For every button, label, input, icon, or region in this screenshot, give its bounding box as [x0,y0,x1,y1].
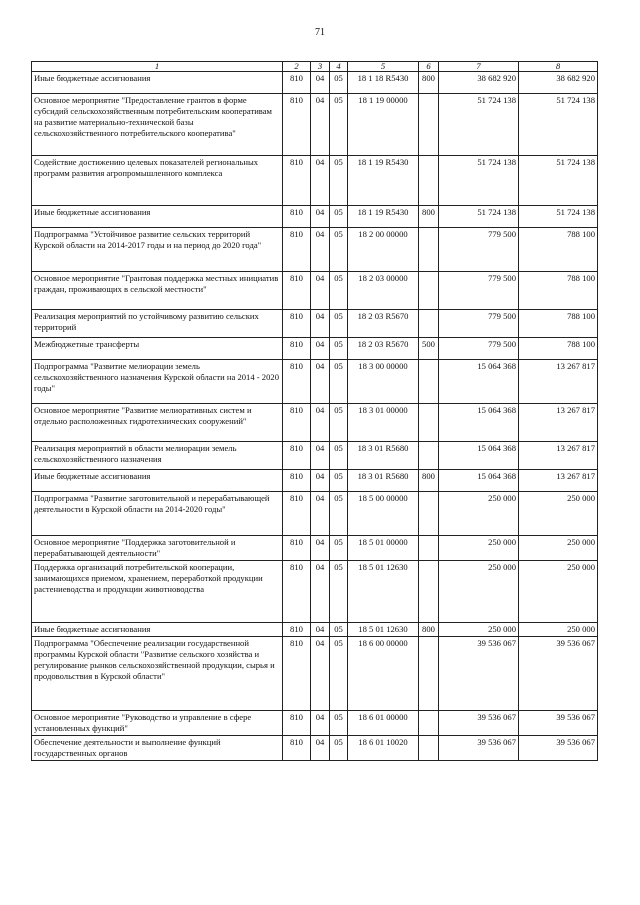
expense-type-cell [419,736,439,761]
code-cell: 810 [283,561,311,623]
target-article-cell: 18 5 01 00000 [348,536,419,561]
expense-type-cell: 800 [419,623,439,637]
amount-2020-cell: 39 536 067 [519,711,598,736]
amount-2019-cell: 38 682 920 [439,72,519,94]
code-cell: 810 [283,637,311,711]
subsection-cell: 05 [330,442,348,470]
section-cell: 04 [311,404,330,442]
target-article-cell: 18 2 03 R5670 [348,310,419,338]
subsection-cell: 05 [330,736,348,761]
target-article-cell: 18 5 01 12630 [348,561,419,623]
subsection-cell: 05 [330,72,348,94]
expense-type-cell [419,360,439,404]
row-name-cell: Подпрограмма "Развитие мелиорации земель сельскохозяйственного назначения Курской области на 2014 - 2020 годы" [32,360,283,404]
section-cell: 04 [311,272,330,310]
table-header-row [32,62,598,72]
target-article-cell: 18 3 01 00000 [348,404,419,442]
row-name-cell: Обеспечение деятельности и выполнение функций государственных органов [32,736,283,761]
column-header: 6 [419,62,439,72]
target-article-cell: 18 6 01 00000 [348,711,419,736]
section-cell: 04 [311,623,330,637]
table-row [32,156,598,206]
table-row [32,623,598,637]
row-name-cell: Иные бюджетные ассигнования [32,206,283,228]
table-row [32,492,598,536]
column-header: 2 [283,62,311,72]
section-cell: 04 [311,94,330,156]
row-name-cell: Иные бюджетные ассигнования [32,623,283,637]
expense-type-cell [419,94,439,156]
column-header: 3 [311,62,330,72]
amount-2019-cell: 51 724 138 [439,206,519,228]
budget-table [31,61,598,761]
amount-2020-cell: 51 724 138 [519,156,598,206]
subsection-cell: 05 [330,338,348,360]
page-number: 71 [315,27,325,38]
target-article-cell: 18 1 19 00000 [348,94,419,156]
code-cell: 810 [283,711,311,736]
section-cell: 04 [311,310,330,338]
row-name-cell: Основное мероприятие "Руководство и управление в сфере установленных функций" [32,711,283,736]
amount-2020-cell: 250 000 [519,561,598,623]
table-row [32,404,598,442]
amount-2019-cell: 779 500 [439,272,519,310]
expense-type-cell [419,156,439,206]
code-cell: 810 [283,492,311,536]
row-name-cell: Иные бюджетные ассигнования [32,470,283,492]
subsection-cell: 05 [330,711,348,736]
expense-type-cell [419,536,439,561]
table-row [32,536,598,561]
amount-2020-cell: 13 267 817 [519,442,598,470]
amount-2019-cell: 250 000 [439,561,519,623]
code-cell: 810 [283,442,311,470]
amount-2019-cell: 39 536 067 [439,637,519,711]
subsection-cell: 05 [330,637,348,711]
row-name-cell: Межбюджетные трансферты [32,338,283,360]
code-cell: 810 [283,272,311,310]
table-row [32,228,598,272]
row-name-cell: Поддержка организаций потребительской кооперации, занимающихся приемом, хранением, переработкой продукции растениеводства и продукции животноводства [32,561,283,623]
amount-2020-cell: 39 536 067 [519,736,598,761]
target-article-cell: 18 1 18 R5430 [348,72,419,94]
expense-type-cell [419,561,439,623]
table-row [32,206,598,228]
amount-2019-cell: 51 724 138 [439,94,519,156]
target-article-cell: 18 2 00 00000 [348,228,419,272]
row-name-cell: Подпрограмма "Развитие заготовительной и перерабатывающей деятельности в Курской области на 2014-2020 годы" [32,492,283,536]
section-cell: 04 [311,206,330,228]
target-article-cell: 18 1 19 R5430 [348,156,419,206]
subsection-cell: 05 [330,310,348,338]
subsection-cell: 05 [330,360,348,404]
row-name-cell: Подпрограмма "Устойчивое развитие сельских территорий Курской области на 2014-2017 годы и на период до 2020 года" [32,228,283,272]
row-name-cell: Основное мероприятие "Грантовая поддержка местных инициатив граждан, проживающих в сельской местности" [32,272,283,310]
target-article-cell: 18 2 03 R5670 [348,338,419,360]
code-cell: 810 [283,470,311,492]
code-cell: 810 [283,72,311,94]
subsection-cell: 05 [330,470,348,492]
section-cell: 04 [311,711,330,736]
amount-2019-cell: 39 536 067 [439,711,519,736]
amount-2020-cell: 51 724 138 [519,206,598,228]
table-row [32,72,598,94]
expense-type-cell: 800 [419,206,439,228]
table-row [32,470,598,492]
code-cell: 810 [283,206,311,228]
table-row [32,637,598,711]
target-article-cell: 18 5 00 00000 [348,492,419,536]
amount-2020-cell: 13 267 817 [519,404,598,442]
row-name-cell: Основное мероприятие "Развитие мелиоративных систем и отдельно расположенных гидротехнических сооружений" [32,404,283,442]
amount-2020-cell: 788 100 [519,338,598,360]
amount-2020-cell: 51 724 138 [519,94,598,156]
expense-type-cell [419,711,439,736]
code-cell: 810 [283,94,311,156]
column-header: 8 [519,62,598,72]
expense-type-cell [419,310,439,338]
target-article-cell: 18 6 01 10020 [348,736,419,761]
section-cell: 04 [311,561,330,623]
expense-type-cell [419,442,439,470]
row-name-cell: Основное мероприятие "Предоставление грантов в форме субсидий сельскохозяйственным потребительским кооперативам на развитие материально-технической базы сельскохозяйственного потребительского кооператива" [32,94,283,156]
section-cell: 04 [311,156,330,206]
section-cell: 04 [311,637,330,711]
amount-2020-cell: 788 100 [519,228,598,272]
section-cell: 04 [311,442,330,470]
section-cell: 04 [311,228,330,272]
section-cell: 04 [311,338,330,360]
table-row [32,338,598,360]
amount-2020-cell: 39 536 067 [519,637,598,711]
table-row [32,310,598,338]
amount-2019-cell: 15 064 368 [439,404,519,442]
table-body [32,72,598,761]
code-cell: 810 [283,228,311,272]
expense-type-cell [419,228,439,272]
table-row [32,442,598,470]
row-name-cell: Реализация мероприятий в области мелиорации земель сельскохозяйственного назначения [32,442,283,470]
target-article-cell: 18 3 01 R5680 [348,470,419,492]
section-cell: 04 [311,536,330,561]
row-name-cell: Реализация мероприятий по устойчивому развитию сельских территорий [32,310,283,338]
subsection-cell: 05 [330,272,348,310]
code-cell: 810 [283,736,311,761]
amount-2019-cell: 779 500 [439,228,519,272]
section-cell: 04 [311,72,330,94]
expense-type-cell: 800 [419,470,439,492]
code-cell: 810 [283,156,311,206]
table-row [32,711,598,736]
expense-type-cell [419,404,439,442]
code-cell: 810 [283,536,311,561]
amount-2020-cell: 788 100 [519,310,598,338]
code-cell: 810 [283,404,311,442]
amount-2019-cell: 779 500 [439,310,519,338]
code-cell: 810 [283,338,311,360]
amount-2020-cell: 788 100 [519,272,598,310]
section-cell: 04 [311,736,330,761]
amount-2019-cell: 15 064 368 [439,360,519,404]
subsection-cell: 05 [330,404,348,442]
table-row [32,561,598,623]
target-article-cell: 18 6 00 00000 [348,637,419,711]
target-article-cell: 18 3 00 00000 [348,360,419,404]
amount-2019-cell: 250 000 [439,492,519,536]
table-row [32,736,598,761]
expense-type-cell: 500 [419,338,439,360]
column-header: 4 [330,62,348,72]
amount-2020-cell: 38 682 920 [519,72,598,94]
target-article-cell: 18 5 01 12630 [348,623,419,637]
expense-type-cell [419,272,439,310]
amount-2019-cell: 51 724 138 [439,156,519,206]
amount-2020-cell: 250 000 [519,623,598,637]
column-header: 1 [32,62,283,72]
subsection-cell: 05 [330,492,348,536]
code-cell: 810 [283,623,311,637]
amount-2019-cell: 779 500 [439,338,519,360]
row-name-cell: Иные бюджетные ассигнования [32,72,283,94]
target-article-cell: 18 2 03 00000 [348,272,419,310]
subsection-cell: 05 [330,206,348,228]
subsection-cell: 05 [330,228,348,272]
subsection-cell: 05 [330,561,348,623]
code-cell: 810 [283,360,311,404]
amount-2020-cell: 250 000 [519,492,598,536]
expense-type-cell: 800 [419,72,439,94]
expense-type-cell [419,492,439,536]
subsection-cell: 05 [330,623,348,637]
section-cell: 04 [311,470,330,492]
target-article-cell: 18 3 01 R5680 [348,442,419,470]
amount-2019-cell: 39 536 067 [439,736,519,761]
table-row [32,272,598,310]
amount-2020-cell: 13 267 817 [519,470,598,492]
row-name-cell: Содействие достижению целевых показателей региональных программ развития агропромышленного комплекса [32,156,283,206]
section-cell: 04 [311,492,330,536]
target-article-cell: 18 1 19 R5430 [348,206,419,228]
amount-2020-cell: 250 000 [519,536,598,561]
amount-2020-cell: 13 267 817 [519,360,598,404]
subsection-cell: 05 [330,536,348,561]
amount-2019-cell: 250 000 [439,623,519,637]
amount-2019-cell: 15 064 368 [439,470,519,492]
amount-2019-cell: 250 000 [439,536,519,561]
column-header: 5 [348,62,419,72]
row-name-cell: Основное мероприятие "Поддержка заготовительной и перерабатывающей деятельности" [32,536,283,561]
row-name-cell: Подпрограмма "Обеспечение реализации государственной программы Курской области "Развитие сельского хозяйства и регулирование рынков сельскохозяйственной продукции, сырья и продовольствия в Курской области" [32,637,283,711]
code-cell: 810 [283,310,311,338]
subsection-cell: 05 [330,94,348,156]
table-row [32,360,598,404]
expense-type-cell [419,637,439,711]
section-cell: 04 [311,360,330,404]
column-header: 7 [439,62,519,72]
subsection-cell: 05 [330,156,348,206]
amount-2019-cell: 15 064 368 [439,442,519,470]
table-row [32,94,598,156]
